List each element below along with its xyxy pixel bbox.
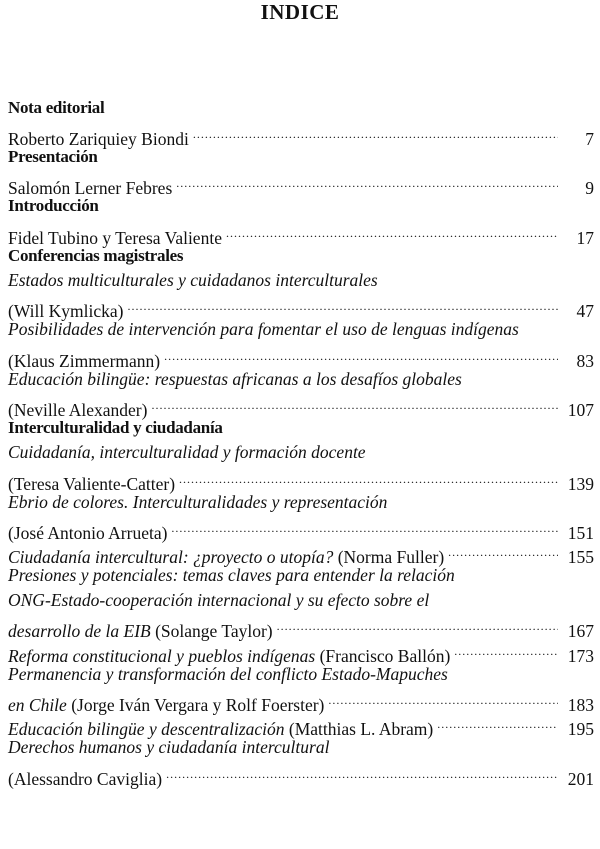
toc-entry [8, 465, 596, 494]
entry-author: Roberto Zariquiey Biondi [8, 129, 189, 150]
entry-author: (Neville Alexander) [8, 399, 148, 420]
table-of-contents [8, 96, 596, 789]
toc-entry [8, 760, 596, 789]
page-number: 167 [567, 621, 594, 642]
dot-leader [226, 219, 558, 244]
entry-title: Educación bilingüe y descentralización [8, 719, 285, 740]
dot-leader [151, 391, 558, 416]
toc-entry [8, 219, 596, 248]
dot-leader [437, 711, 558, 736]
section-heading-text: Introducción [8, 196, 99, 216]
page-number: 155 [567, 547, 594, 568]
toc-entry [8, 686, 596, 715]
dot-leader [127, 293, 558, 318]
entry-title: Reforma constitucional y pueblos indígenas [8, 645, 316, 666]
entry-author: (Teresa Valiente-Catter) [8, 473, 176, 494]
entry-title: desarrollo de la EIB [8, 621, 151, 642]
page-number: 201 [567, 768, 594, 789]
section-heading [8, 194, 596, 219]
toc-entry [8, 514, 596, 543]
entry-title-line [8, 588, 596, 613]
entry-text [8, 619, 273, 644]
page-number: 183 [567, 694, 594, 715]
entry-text [8, 693, 324, 718]
toc-entry [8, 293, 596, 322]
page-number: 151 [567, 522, 594, 543]
entry-title: Permanencia y transformación del conflicto Estado-Mapuches [8, 663, 448, 684]
section-heading-text: Nota editorial [8, 98, 105, 117]
section-heading [8, 244, 596, 269]
dot-leader [328, 686, 558, 711]
section-heading-text: Presentación [8, 147, 98, 167]
entry-author: (Norma Fuller) [333, 547, 445, 568]
entry-title: ONG-Estado-cooperación internacional y su efecto sobre el [8, 589, 430, 610]
entry-author: Salomón Lerner Febres [8, 178, 173, 199]
toc-entry [8, 342, 596, 371]
entry-author: (Alessandro Caviglia) [8, 768, 163, 789]
toc-entry [8, 612, 596, 642]
dot-leader [454, 637, 558, 662]
entry-title-line [8, 662, 596, 687]
page-number: 9 [585, 178, 594, 199]
dot-leader [176, 170, 558, 195]
entry-title-line [8, 490, 596, 515]
entry-author: (Matthias L. Abram) [284, 719, 434, 740]
entry-title: Presiones y potenciales: temas claves para entender la relación [8, 565, 455, 586]
entry-title: Educación bilingüe: respuestas africanas a los desafíos globales [8, 368, 462, 389]
entry-title: Derechos humanos y ciudadanía intercultural [8, 737, 330, 758]
toc-entry [8, 391, 596, 420]
page-number: 139 [567, 473, 594, 494]
page-number: 83 [576, 350, 594, 371]
entry-title: Ebrio de colores. Interculturalidades y representación [8, 491, 388, 512]
entry-text [8, 767, 162, 792]
entry-title: Cuidadanía, interculturalidad y formación docente [8, 442, 366, 463]
entry-title: Ciudadanía intercultural: ¿proyecto o utopía? [8, 547, 334, 568]
dot-leader [171, 514, 558, 539]
dot-leader [193, 121, 558, 146]
page-number: 107 [567, 399, 594, 420]
entry-author: (Will Kymlicka) [8, 301, 124, 322]
entry-author: Fidel Tubino y Teresa Valiente [8, 227, 222, 248]
entry-title-line [8, 440, 596, 465]
dot-leader [277, 612, 558, 637]
section-heading-text: Interculturalidad y ciudadanía [8, 417, 223, 437]
page-number: 7 [585, 129, 594, 150]
page-title: INDICE [260, 0, 340, 24]
entry-author: (Klaus Zimmermann) [8, 350, 161, 371]
entry-title-line [8, 268, 596, 293]
section-heading [8, 145, 596, 170]
entry-title-line [8, 317, 596, 342]
page-number: 47 [576, 301, 594, 322]
entry-title-line [8, 735, 596, 760]
dot-leader [166, 760, 558, 785]
entry-title-line [8, 563, 596, 588]
entry-title: Estados multiculturales y cuidadanos interculturales [8, 270, 378, 291]
toc-entry [8, 121, 596, 150]
page-number: 195 [567, 719, 594, 740]
dot-leader [448, 539, 558, 564]
entry-title: Posibilidades de intervención para fomentar el uso de lenguas indígenas [8, 319, 519, 340]
dot-leader [164, 342, 558, 367]
section-heading [8, 416, 596, 441]
entry-author: (Francisco Ballón) [315, 645, 451, 666]
page-number: 173 [567, 645, 594, 666]
dot-leader [179, 465, 558, 490]
entry-author: (José Antonio Arrueta) [8, 522, 168, 543]
entry-text [8, 521, 167, 546]
entry-author: (Jorge Iván Vergara y Rolf Foerster) [66, 694, 325, 715]
entry-title: en Chile [8, 694, 67, 715]
entry-title-line [8, 367, 596, 392]
toc-entry [8, 170, 596, 199]
section-heading [8, 96, 596, 121]
entry-author: (Solange Taylor) [150, 621, 273, 642]
page-number: 17 [576, 227, 594, 248]
section-heading-text: Conferencias magistrales [8, 245, 184, 265]
